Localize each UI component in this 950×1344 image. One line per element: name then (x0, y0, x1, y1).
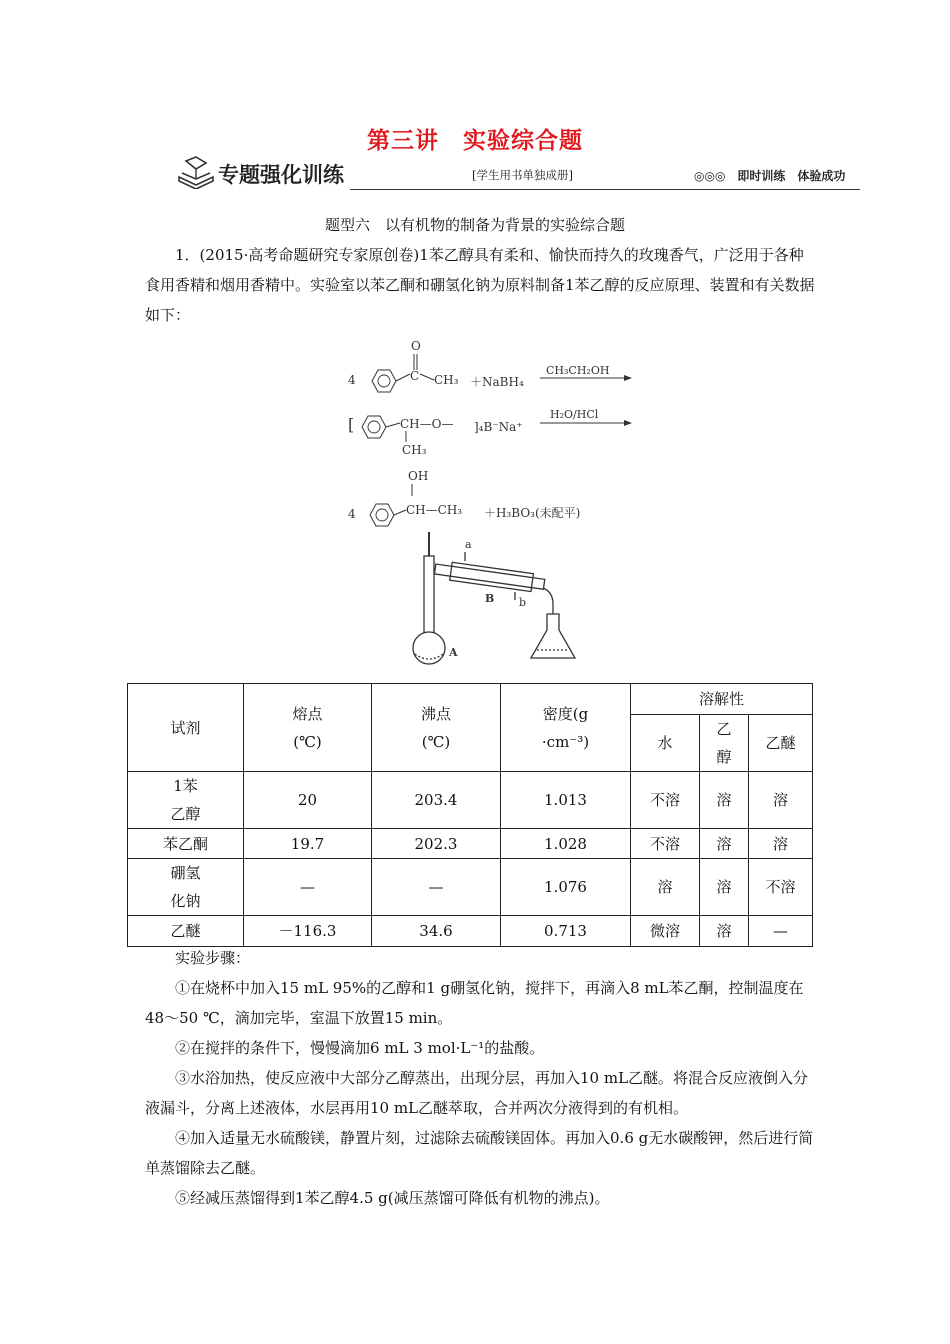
header-water: 水 (631, 715, 700, 772)
section-banner (170, 153, 860, 191)
question-text: 1．(2015·高考命题研究专家原创卷)1苯乙醇具有柔和、愉快而持久的玫瑰香气，广泛用于各种食用香精和烟用香精中。实验室以苯乙酮和硼氢化钠为原料制备1苯乙醇的反应原理、装置和有关数据如下： (145, 246, 815, 324)
cell-name-line2: 化钠 (170, 892, 201, 910)
cell-ether: 溶 (749, 829, 813, 859)
scheme-byproduct: ＋H₃BO₃(未配平) (484, 506, 581, 520)
scheme-o: O (411, 339, 421, 353)
header-mp-line2: (℃) (293, 732, 322, 751)
header-mp-line1: 熔点 (292, 704, 323, 723)
cell-density: 1.076 (501, 859, 631, 916)
cell-name (128, 772, 244, 829)
cell-density: 1.028 (501, 829, 631, 859)
question-1 (145, 240, 815, 330)
apparatus-label-a: a (465, 538, 472, 551)
apparatus-label-B: B (485, 592, 495, 605)
data-table (127, 683, 813, 947)
scheme-ch-o: CH—O— (400, 417, 454, 431)
header-ethanol (700, 715, 749, 772)
scheme-nabh4: ＋NaBH₄ (470, 375, 524, 389)
header-bp-line2: (℃) (421, 732, 451, 751)
cell-mp: 20 (244, 772, 372, 829)
cell-ether: — (749, 916, 813, 947)
header-density-line2: ·cm⁻³) (541, 732, 590, 751)
cell-name-line1: 1苯 (173, 777, 198, 795)
section-heading: 题型六 以有机物的制备为背景的实验综合题 (324, 216, 625, 234)
header-reagent: 试剂 (128, 684, 244, 772)
steps-label: 实验步骤： (175, 949, 251, 967)
cell-density: 1.013 (501, 772, 631, 829)
benzene-ring-1-icon (372, 370, 396, 392)
cell-ether: 溶 (749, 772, 813, 829)
reaction-scheme (340, 330, 640, 530)
cell-mp: 19.7 (244, 829, 372, 859)
scheme-borate: ]₄B⁻Na⁺ (474, 420, 523, 434)
cell-ether: 不溶 (749, 859, 813, 916)
header-ether: 乙醚 (749, 715, 813, 772)
distillation-apparatus (365, 530, 595, 670)
step-3: ③水浴加热，使反应液中大部分乙醇蒸出，出现分层，再加入10 mL乙醚。将混合反应液倒入分液漏斗，分离上述液体，水层再用10 mL乙醚萃取，合并两次分液得到的有机相。 (145, 1069, 809, 1117)
header-density-line1: 密度(g (542, 704, 589, 723)
cell-ethanol: 溶 (700, 916, 749, 947)
header-ethanol-line1: 乙 (716, 720, 732, 738)
benzene-ring-3-icon (370, 504, 394, 526)
cell-mp: — (244, 859, 372, 916)
cell-water: 不溶 (631, 772, 700, 829)
scheme-coef-2: 4 (348, 507, 356, 521)
cell-ethanol: 溶 (700, 829, 749, 859)
banner-divider (350, 189, 860, 190)
table-row (128, 772, 813, 829)
cell-name-line2: 乙醇 (170, 805, 201, 823)
scheme-c: C (410, 369, 420, 383)
banner-name: 专题强化训练 (218, 163, 344, 187)
book-icon (176, 155, 216, 189)
page-title: 第三讲 实验综合题 (367, 128, 583, 154)
cell-name: 乙醚 (128, 916, 244, 947)
scheme-solvent: CH₃CH₂OH (546, 364, 610, 377)
scheme-oh: OH (408, 469, 429, 483)
header-density (501, 684, 631, 772)
header-ethanol-line2: 醇 (716, 748, 732, 766)
banner-note: [学生用书单独成册] (472, 168, 573, 182)
cell-mp: －116.3 (244, 916, 372, 947)
cell-bp: — (372, 859, 501, 916)
header-boiling-point (372, 684, 501, 772)
header-melting-point (244, 684, 372, 772)
cell-name (128, 859, 244, 916)
step-5: ⑤经减压蒸馏得到1苯乙醇4.5 g(减压蒸馏可降低有机物的沸点)。 (175, 1189, 610, 1207)
cell-water: 微溶 (631, 916, 700, 947)
cell-ethanol: 溶 (700, 772, 749, 829)
step-4: ④加入适量无水硫酸镁，静置片刻，过滤除去硫酸镁固体。再加入0.6 g无水碳酸钾，然后进行简单蒸馏除去乙醚。 (145, 1129, 814, 1177)
cell-water: 溶 (631, 859, 700, 916)
table-row (128, 829, 813, 859)
apparatus-label-A: A (449, 646, 458, 659)
table-row (128, 859, 813, 916)
header-bp-line1: 沸点 (420, 704, 451, 723)
cell-bp: 34.6 (372, 916, 501, 947)
benzene-ring-2-icon (362, 416, 386, 438)
scheme-ch-ch3: CH—CH₃ (406, 503, 463, 517)
cell-name: 苯乙酮 (128, 829, 244, 859)
scheme-reagent-2: H₂O/HCl (550, 408, 599, 421)
step-1: ①在烧杯中加入15 mL 95%的乙醇和1 g硼氢化钠，搅拌下，再滴入8 mL苯乙酮，控制温度在48～50 ℃，滴加完毕，室温下放置15 min。 (145, 979, 804, 1027)
scheme-coef-1: 4 (348, 373, 356, 387)
header-solubility: 溶解性 (631, 684, 813, 715)
scheme-bracket-open: [ (348, 415, 355, 434)
cell-density: 0.713 (501, 916, 631, 947)
cell-water: 不溶 (631, 829, 700, 859)
banner-right: ◎◎◎ 即时训练 体验成功 (694, 169, 846, 183)
scheme-ch3-2: CH₃ (402, 443, 427, 457)
cell-name-line1: 硼氢 (170, 864, 201, 882)
step-2: ②在搅拌的条件下，慢慢滴加6 mL 3 mol·L⁻¹的盐酸。 (175, 1039, 545, 1057)
cell-bp: 203.4 (372, 772, 501, 829)
cell-bp: 202.3 (372, 829, 501, 859)
cell-ethanol: 溶 (700, 859, 749, 916)
experiment-steps (145, 943, 815, 1213)
scheme-ch3-1: CH₃ (434, 373, 459, 387)
table-row (128, 916, 813, 947)
apparatus-label-b: b (519, 596, 527, 609)
